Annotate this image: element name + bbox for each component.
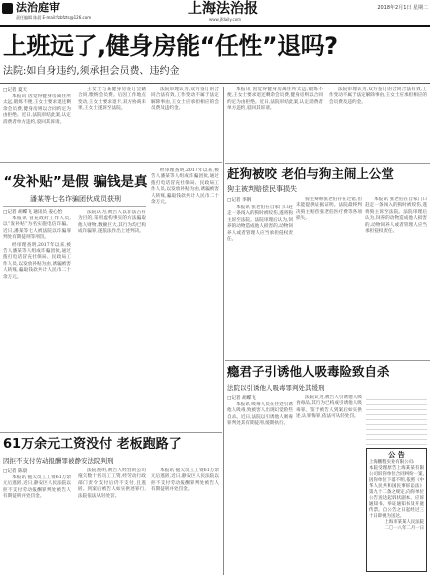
lead-body-col3 xyxy=(151,87,219,160)
story2-headline: “发补贴”是假 骗钱是真 xyxy=(3,174,148,190)
story4-byline: □记者 李钢 xyxy=(227,198,252,203)
story3-body-col1 xyxy=(3,475,71,575)
story5-headline: 瘾君子引诱他人吸毒险致自杀 xyxy=(227,364,390,379)
lead-paragraph: 本报讯 因觉得健身房离住所太远,锻炼不便,王女士要求退还剩余会员费,健身房则以合同约定为由拒绝。近日,法院审结此案,认定消费者单方违约,驳回其诉请。 xyxy=(227,87,323,112)
lead-rule xyxy=(0,83,430,84)
story2-body-col3 xyxy=(151,168,219,430)
story2-rule xyxy=(3,206,146,207)
story5-subtitle: 法院以引诱他人吸毒罪判处其缓刑 xyxy=(227,384,325,392)
lead-paragraph: 本报讯 因觉得健身房离住所太远,锻炼不便,王女士要求退还剩余会员费,健身房则以合同约定为由拒绝。近日,法院审结此案,认定消费者单方违约,驳回其诉请。 xyxy=(3,94,71,125)
story2-body-col2 xyxy=(78,210,146,430)
story3-paragraph: 法院查明,被告人经营的公司拖欠数十名员工工资,经劳动行政部门责令支付后仍不支付,且逃匿。到案后被告人如实供述罪行,法院依法从轻处罚。 xyxy=(78,468,146,499)
lead-paragraph: 王女士与某健身房签订会籍合同,缴纳会员费。后因工作地点变动,王女士要求退卡,双方协商未果,王女士遂诉至法院。 xyxy=(78,87,146,112)
lead-body-col4 xyxy=(227,87,323,160)
notice-court: 上海市某某人民法院 xyxy=(384,520,424,525)
story4-headline: 赶狗被咬 老伯与狗主闹上公堂 xyxy=(227,166,394,181)
section-rule xyxy=(225,360,430,361)
notice-body: 本院受理原告上海某某有限公司诉你单位合同纠纷一案,因你单位下落不明,依照《中华人民共和国民事诉讼法》第九十二条之规定,向你单位公告送达起诉状副本、应诉通知书、举证通知书及开庭传票。自公告之日起经过三十日即视为送达。 xyxy=(369,466,424,519)
story3-paragraph: 本报讯 拖欠员工工资61万余元后逃匿,近日,静安区人民法院以拒不支付劳动报酬罪判处被告人有期徒刑并处罚金。 xyxy=(151,468,219,493)
story3-headline: 61万余元工资没付 老板跑路了 xyxy=(3,437,182,452)
date-line: 2018年2月1日 星期二 xyxy=(377,5,428,11)
lead-paragraph: 法院审理认为,双方签订的合同合法有效,工作变动不属于法定解除事由,王女士应承担相应的会员费及违约金。 xyxy=(329,87,427,105)
lead-body-col1 xyxy=(3,94,71,160)
story2-paragraph: 本报讯 冒充政府工作人员,以“发补贴”为名实施电信诈骗。近日,潘某等七人被法院以诈骗罪判处有期徒刑等刑罚。 xyxy=(3,216,71,241)
story2-body-col1 xyxy=(3,216,71,430)
story5-paragraph: 法院认为,被告人引诱他人吸食毒品,其行为已构成引诱他人吸毒罪。鉴于被告人到案后如实供述,认罪悔罪,依法可从轻处罚。 xyxy=(296,395,362,420)
story4-subtitle: 狗主被判赔偿民事损失 xyxy=(227,185,297,193)
notice-title: 公 告 xyxy=(388,451,405,459)
masthead xyxy=(0,0,430,26)
story2-paragraph: 经审理查明,2017年以来,被告人潘某等人组成诈骗团伙,通过拨打电话冒充社保局、民政局工作人员,以发放补贴为由,诱骗被害人转账,骗取钱款共计人民币二十余万元。 xyxy=(3,242,71,280)
masthead-rule xyxy=(0,25,430,27)
website: www.jfdaily.com xyxy=(208,17,242,22)
story2-byline: □记者 胡蝶飞 通讯员 姜心怡 xyxy=(3,210,63,215)
story4-body-col2 xyxy=(296,197,362,355)
story5-paragraph: 本报讯 吸毒人员在住处引诱他人吸毒,致被害人出现幻觉险些自杀。近日,法院以引诱他人吸毒罪判处其有期徒刑,缓期执行。 xyxy=(227,402,293,427)
story4-body-col1 xyxy=(227,205,293,355)
section-title: 法治庭审 xyxy=(16,1,60,14)
notice-date: 二〇一八年二月一日 xyxy=(384,526,424,531)
story4-paragraph: 本报讯 张老伯在自家门口赶走一条闯入的狗时被咬伤,遂将狗主诉至法院。法院审理后认为,饲养的动物造成他人损害的,动物饲养人或者管理人应当承担侵权责任。 xyxy=(227,205,293,243)
lead-body-col5 xyxy=(329,87,427,160)
lead-paragraph: 法院审理认为,双方签订的合同合法有效,工作变动不属于法定解除事由,王女士应承担相应的会员费及违约金。 xyxy=(151,87,219,112)
lead-byline: □记者 夏天 xyxy=(3,88,28,93)
editor-line: 责任编辑 陈晨 E-mail:fzbfzts@126.com xyxy=(16,15,92,20)
story5-byline: □记者 胡蝶飞 xyxy=(227,396,256,401)
story2-subtitle: 潘某等七名诈骗团伙成员获刑 xyxy=(30,195,121,203)
lead-subtitle: 法院:如自身违约,须承担会员费、违约金 xyxy=(3,66,180,77)
column-divider xyxy=(223,87,224,575)
story3-body-col3 xyxy=(151,468,219,575)
story5-body-col2 xyxy=(296,395,362,575)
story3-paragraph: 本报讯 拖欠员工工资61万余元后逃匿,近日,静安区人民法院以拒不支付劳动报酬罪判处被告人有期徒刑并处罚金。 xyxy=(3,475,71,500)
story3-byline: □记者 陈晨 xyxy=(3,469,28,474)
section-rule xyxy=(225,163,430,164)
newspaper-logo: 上海法治报 xyxy=(188,1,258,17)
story3-body-col2 xyxy=(78,468,146,575)
notice-box xyxy=(366,448,427,572)
story2-paragraph: 法院认为,被告人以非法占有为目的,采用虚构事实的方法骗取他人财物,数额巨大,其行为均已构成诈骗罪,遂依法作出上述判决。 xyxy=(78,210,146,235)
story2-paragraph: 经审理查明,2017年以来,被告人潘某等人组成诈骗团伙,通过拨打电话冒充社保局、民政局工作人员,以发放补贴为由,诱骗被害人转账,骗取钱款共计人民币二十余万元。 xyxy=(151,168,219,206)
lead-body-col2 xyxy=(78,87,146,160)
story4-paragraph: 本报讯 张老伯在自家门口赶走一条闯入的狗时被咬伤,遂将狗主诉至法院。法院审理后认为,饲养的动物造成他人损害的,动物饲养人或者管理人应当承担侵权责任。 xyxy=(365,197,427,235)
story4-body-col3 xyxy=(365,197,427,355)
story4-paragraph: 狗主辩称张老伯存在过错,但未能提供证据证明。法院最终判决狗主赔偿张老伯医疗费等各项损失。 xyxy=(296,197,362,222)
notice-filler xyxy=(366,395,427,445)
section-icon xyxy=(2,3,13,14)
section-rule xyxy=(0,162,222,163)
story5-body-col1 xyxy=(227,402,293,575)
notice-addressee: 上海鹏程实业有限公司: xyxy=(369,460,415,465)
section-rule xyxy=(0,432,222,433)
lead-headline: 上班远了,健身房能“任性”退吗? xyxy=(3,32,338,60)
story3-subtitle: 因拒不支付劳动报酬罪被静安法院判刑 xyxy=(3,457,114,465)
